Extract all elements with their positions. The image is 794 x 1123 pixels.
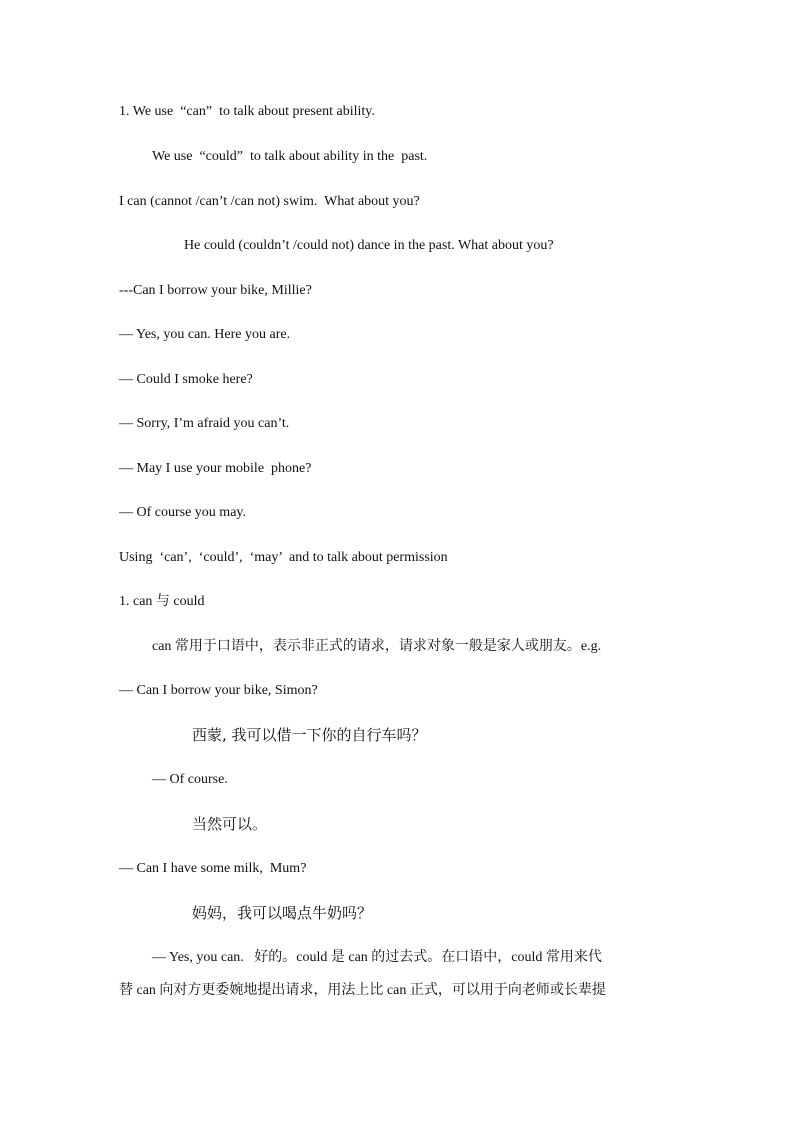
explanation-line-could-2: 替 can 向对方更委婉地提出请求，用法上比 can 正式，可以用于向老师或长辈提 (119, 983, 606, 998)
dialogue-line-of-course-may: — Of course you may. (119, 505, 247, 520)
section-heading-can-could: 1. can 与 could (119, 594, 205, 609)
dialogue-line-could-i-smoke: — Could I smoke here? (119, 372, 253, 387)
dialogue-line-sorry: — Sorry, I’m afraid you can’t. (119, 416, 290, 431)
dialogue-line-milk-mum: — Can I have some milk, Mum? (119, 861, 307, 876)
dialogue-line-of-course: — Of course. (152, 772, 228, 787)
example-line-dance: He could (couldn’t /could not) dance in the past. What about you? (184, 238, 554, 253)
explanation-line-could-1: — Yes, you can. 好的。could 是 can 的过去式。在口语中，could 常用来代 (152, 950, 602, 965)
dialogue-line-borrow-bike-simon: — Can I borrow your bike, Simon? (119, 683, 318, 698)
rule-line-can-present: 1. We use “can” to talk about present ability. (119, 104, 375, 119)
dialogue-line-borrow-bike-millie: ---Can I borrow your bike, Millie? (119, 283, 312, 298)
explanation-line-can: can 常用于口语中，表示非正式的请求，请求对象一般是家人或朋友。e.g. (152, 639, 602, 654)
dialogue-line-mobile-phone: — May I use your mobile phone? (119, 461, 312, 476)
translation-line-of-course: 当然可以。 (192, 815, 268, 833)
rule-line-could-past: We use “could” to talk about ability in the past. (152, 149, 428, 164)
example-line-swim: I can (cannot /can’t /can not) swim. What about you? (119, 194, 420, 209)
translation-line-simon: 西蒙, 我可以借一下你的自行车吗？ (192, 726, 427, 744)
translation-line-milk: 妈妈，我可以喝点牛奶吗？ (192, 904, 373, 922)
dialogue-line-yes-you-can: — Yes, you can. Here you are. (119, 327, 291, 342)
permission-heading: Using ‘can’, ‘could’, ‘may’ and to talk about permission (119, 550, 448, 565)
